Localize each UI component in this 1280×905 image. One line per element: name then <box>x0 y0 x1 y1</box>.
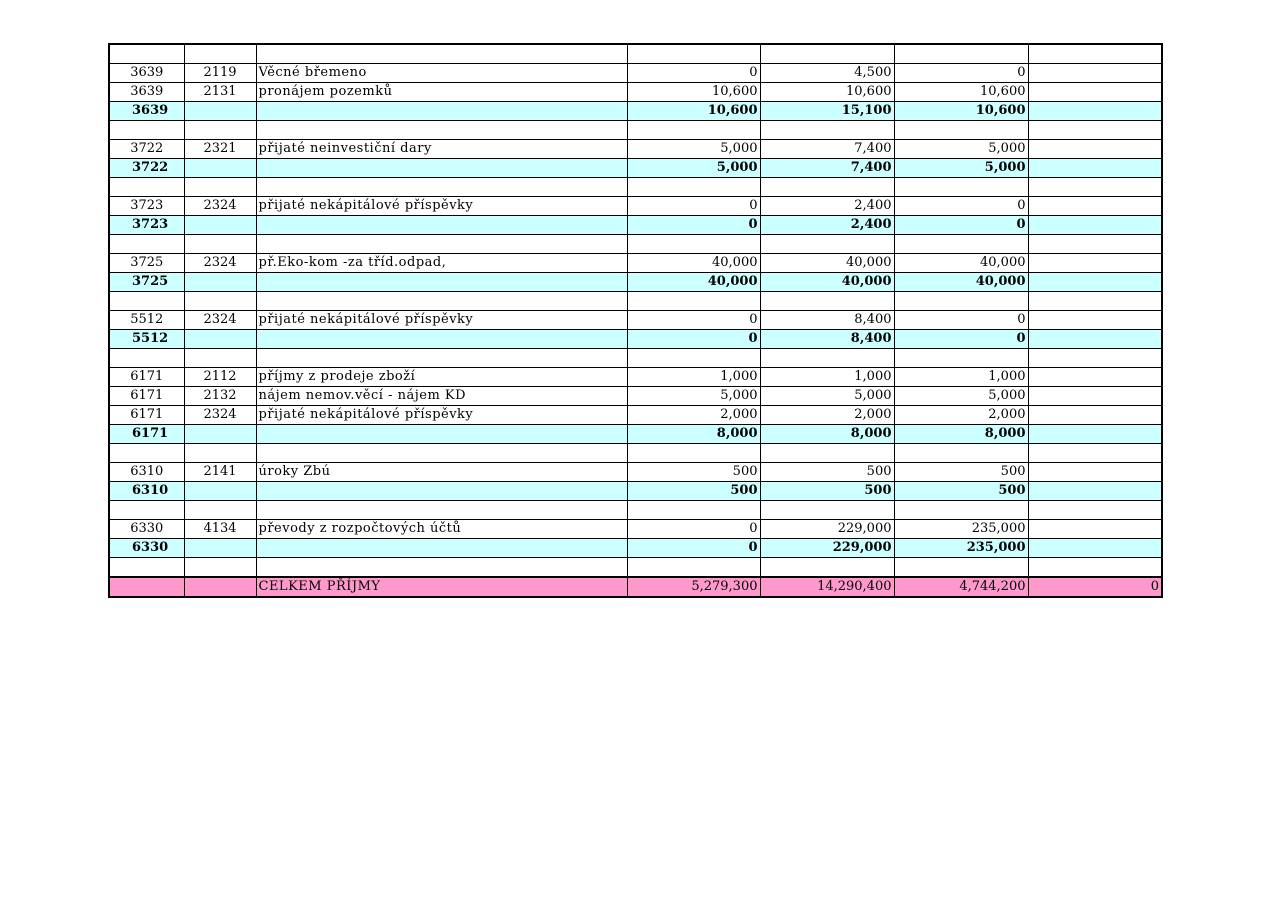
subtotal-col-1: 8,000 <box>627 425 760 444</box>
value-col-2: 8,400 <box>760 311 894 330</box>
subtotal-paragraph-code: 3725 <box>109 273 184 292</box>
spacer-row <box>109 558 1162 578</box>
paragraph-code: 3639 <box>109 83 184 102</box>
empty-cell <box>256 539 627 558</box>
empty-cell <box>894 235 1028 254</box>
empty-cell <box>627 349 760 368</box>
paragraph-code: 6330 <box>109 520 184 539</box>
subtotal-paragraph-code: 6171 <box>109 425 184 444</box>
value-col-4 <box>1028 463 1162 482</box>
subtotal-col-3: 0 <box>894 330 1028 349</box>
subtotal-paragraph-code: 3723 <box>109 216 184 235</box>
empty-cell <box>894 292 1028 311</box>
subtotal-col-2: 500 <box>760 482 894 501</box>
subtotal-col-3: 40,000 <box>894 273 1028 292</box>
value-col-2: 229,000 <box>760 520 894 539</box>
spacer-row <box>109 292 1162 311</box>
empty-cell <box>760 558 894 578</box>
empty-cell <box>184 425 256 444</box>
empty-cell <box>1028 330 1162 349</box>
item-description: nájem nemov.věcí - nájem KD <box>256 387 627 406</box>
empty-cell <box>256 501 627 520</box>
empty-cell <box>256 273 627 292</box>
item-description: pronájem pozemků <box>256 83 627 102</box>
item-description: přijaté neinvestiční dary <box>256 140 627 159</box>
empty-cell <box>1028 292 1162 311</box>
value-col-4 <box>1028 140 1162 159</box>
empty-cell <box>627 501 760 520</box>
empty-cell <box>109 349 184 368</box>
empty-cell <box>256 330 627 349</box>
empty-cell <box>1028 102 1162 121</box>
empty-cell <box>894 349 1028 368</box>
item-code: 2324 <box>184 311 256 330</box>
empty-cell <box>256 178 627 197</box>
empty-cell <box>184 102 256 121</box>
empty-cell <box>1028 159 1162 178</box>
empty-cell <box>256 558 627 578</box>
paragraph-code: 5512 <box>109 311 184 330</box>
subtotal-col-1: 10,600 <box>627 102 760 121</box>
empty-cell <box>109 501 184 520</box>
item-code: 2131 <box>184 83 256 102</box>
empty-cell <box>627 121 760 140</box>
empty-cell <box>184 44 256 64</box>
empty-cell <box>1028 482 1162 501</box>
value-col-2: 2,400 <box>760 197 894 216</box>
subtotal-row <box>109 159 1162 178</box>
value-col-3: 1,000 <box>894 368 1028 387</box>
value-col-3: 2,000 <box>894 406 1028 425</box>
empty-cell <box>1028 425 1162 444</box>
empty-cell <box>184 216 256 235</box>
subtotal-col-1: 0 <box>627 539 760 558</box>
empty-cell <box>184 121 256 140</box>
value-col-4 <box>1028 311 1162 330</box>
value-col-3: 0 <box>894 64 1028 83</box>
empty-cell <box>256 216 627 235</box>
value-col-3: 5,000 <box>894 140 1028 159</box>
value-col-1: 2,000 <box>627 406 760 425</box>
empty-cell <box>1028 216 1162 235</box>
item-code: 2141 <box>184 463 256 482</box>
subtotal-col-2: 2,400 <box>760 216 894 235</box>
subtotal-row <box>109 539 1162 558</box>
paragraph-code: 6171 <box>109 406 184 425</box>
empty-cell <box>184 159 256 178</box>
empty-cell <box>760 444 894 463</box>
empty-cell <box>760 349 894 368</box>
subtotal-col-1: 5,000 <box>627 159 760 178</box>
value-col-2: 500 <box>760 463 894 482</box>
empty-cell <box>256 44 627 64</box>
paragraph-code: 6171 <box>109 387 184 406</box>
value-col-4 <box>1028 83 1162 102</box>
empty-cell <box>184 444 256 463</box>
value-col-3: 40,000 <box>894 254 1028 273</box>
subtotal-paragraph-code: 5512 <box>109 330 184 349</box>
empty-cell <box>184 558 256 578</box>
item-description: Věcné břemeno <box>256 64 627 83</box>
value-col-1: 5,000 <box>627 140 760 159</box>
empty-cell <box>1028 539 1162 558</box>
subtotal-row <box>109 482 1162 501</box>
subtotal-row <box>109 273 1162 292</box>
empty-cell <box>256 444 627 463</box>
empty-cell <box>109 44 184 64</box>
empty-cell <box>109 292 184 311</box>
spacer-row <box>109 44 1162 64</box>
value-col-3: 0 <box>894 197 1028 216</box>
spacer-row <box>109 121 1162 140</box>
subtotal-col-2: 8,000 <box>760 425 894 444</box>
empty-cell <box>109 121 184 140</box>
grand-total-label: CELKEM PŘÍJMY <box>256 577 627 597</box>
spacer-row <box>109 178 1162 197</box>
item-code: 2119 <box>184 64 256 83</box>
table-row <box>109 311 1162 330</box>
subtotal-row <box>109 330 1162 349</box>
empty-cell <box>894 121 1028 140</box>
grand-total-row <box>109 577 1162 597</box>
paragraph-code: 6310 <box>109 463 184 482</box>
empty-cell <box>760 178 894 197</box>
empty-cell <box>256 121 627 140</box>
item-description: přijaté nekápitálové příspěvky <box>256 311 627 330</box>
paragraph-code: 3725 <box>109 254 184 273</box>
subtotal-col-1: 40,000 <box>627 273 760 292</box>
empty-cell <box>256 482 627 501</box>
empty-cell <box>1028 121 1162 140</box>
item-code: 2324 <box>184 406 256 425</box>
empty-cell <box>627 44 760 64</box>
subtotal-col-2: 40,000 <box>760 273 894 292</box>
empty-cell <box>627 178 760 197</box>
empty-cell <box>894 44 1028 64</box>
grand-total-col-1: 5,279,300 <box>627 577 760 597</box>
empty-cell <box>894 444 1028 463</box>
subtotal-col-3: 8,000 <box>894 425 1028 444</box>
empty-cell <box>184 273 256 292</box>
empty-cell <box>184 235 256 254</box>
empty-cell <box>109 178 184 197</box>
empty-cell <box>1028 501 1162 520</box>
subtotal-col-2: 15,100 <box>760 102 894 121</box>
empty-cell <box>184 482 256 501</box>
table-row <box>109 387 1162 406</box>
empty-cell <box>256 292 627 311</box>
spacer-row <box>109 349 1162 368</box>
empty-cell <box>256 425 627 444</box>
grand-total-col-2: 14,290,400 <box>760 577 894 597</box>
empty-cell <box>760 292 894 311</box>
empty-cell <box>1028 178 1162 197</box>
value-col-1: 0 <box>627 520 760 539</box>
table-row <box>109 520 1162 539</box>
item-description: převody z rozpočtových účtů <box>256 520 627 539</box>
table-row <box>109 406 1162 425</box>
paragraph-code: 3722 <box>109 140 184 159</box>
grand-total-col-3: 4,744,200 <box>894 577 1028 597</box>
empty-cell <box>109 444 184 463</box>
empty-cell <box>256 159 627 178</box>
value-col-1: 0 <box>627 197 760 216</box>
table-row <box>109 64 1162 83</box>
empty-cell <box>894 501 1028 520</box>
subtotal-col-2: 229,000 <box>760 539 894 558</box>
value-col-4 <box>1028 197 1162 216</box>
empty-cell <box>109 235 184 254</box>
item-code: 2112 <box>184 368 256 387</box>
empty-cell <box>184 349 256 368</box>
empty-cell <box>627 444 760 463</box>
empty-cell <box>256 349 627 368</box>
item-description: úroky Zbú <box>256 463 627 482</box>
table-row <box>109 463 1162 482</box>
spacer-row <box>109 501 1162 520</box>
value-col-2: 7,400 <box>760 140 894 159</box>
subtotal-col-3: 5,000 <box>894 159 1028 178</box>
item-description: př.Eko-kom -za tříd.odpad, <box>256 254 627 273</box>
subtotal-col-3: 10,600 <box>894 102 1028 121</box>
value-col-1: 1,000 <box>627 368 760 387</box>
value-col-3: 10,600 <box>894 83 1028 102</box>
table-body <box>109 44 1162 597</box>
value-col-3: 500 <box>894 463 1028 482</box>
subtotal-paragraph-code: 3639 <box>109 102 184 121</box>
empty-cell <box>256 102 627 121</box>
item-code: 2132 <box>184 387 256 406</box>
value-col-2: 5,000 <box>760 387 894 406</box>
spacer-row <box>109 444 1162 463</box>
value-col-2: 2,000 <box>760 406 894 425</box>
value-col-1: 5,000 <box>627 387 760 406</box>
empty-cell <box>184 330 256 349</box>
value-col-1: 0 <box>627 311 760 330</box>
value-col-1: 10,600 <box>627 83 760 102</box>
spacer-row <box>109 235 1162 254</box>
budget-revenue-table <box>108 43 1163 598</box>
table-row <box>109 368 1162 387</box>
subtotal-col-3: 500 <box>894 482 1028 501</box>
grand-total-col-4: 0 <box>1028 577 1162 597</box>
value-col-2: 1,000 <box>760 368 894 387</box>
item-code: 2321 <box>184 140 256 159</box>
empty-cell <box>1028 558 1162 578</box>
empty-cell <box>109 577 184 597</box>
item-description: příjmy z prodeje zboží <box>256 368 627 387</box>
value-col-4 <box>1028 64 1162 83</box>
table-row <box>109 197 1162 216</box>
value-col-4 <box>1028 254 1162 273</box>
subtotal-row <box>109 102 1162 121</box>
value-col-2: 4,500 <box>760 64 894 83</box>
value-col-3: 0 <box>894 311 1028 330</box>
empty-cell <box>894 558 1028 578</box>
empty-cell <box>1028 349 1162 368</box>
item-code: 2324 <box>184 197 256 216</box>
empty-cell <box>184 178 256 197</box>
subtotal-col-3: 235,000 <box>894 539 1028 558</box>
subtotal-col-1: 0 <box>627 216 760 235</box>
value-col-4 <box>1028 520 1162 539</box>
subtotal-paragraph-code: 3722 <box>109 159 184 178</box>
empty-cell <box>1028 273 1162 292</box>
table-row <box>109 254 1162 273</box>
empty-cell <box>184 501 256 520</box>
subtotal-col-2: 8,400 <box>760 330 894 349</box>
empty-cell <box>760 501 894 520</box>
empty-cell <box>1028 235 1162 254</box>
empty-cell <box>760 44 894 64</box>
empty-cell <box>627 558 760 578</box>
value-col-1: 40,000 <box>627 254 760 273</box>
subtotal-col-2: 7,400 <box>760 159 894 178</box>
empty-cell <box>184 292 256 311</box>
table-row <box>109 140 1162 159</box>
value-col-3: 5,000 <box>894 387 1028 406</box>
value-col-1: 500 <box>627 463 760 482</box>
value-col-4 <box>1028 406 1162 425</box>
subtotal-col-1: 0 <box>627 330 760 349</box>
empty-cell <box>109 558 184 578</box>
subtotal-row <box>109 425 1162 444</box>
value-col-2: 10,600 <box>760 83 894 102</box>
empty-cell <box>760 121 894 140</box>
value-col-4 <box>1028 387 1162 406</box>
empty-cell <box>894 178 1028 197</box>
value-col-1: 0 <box>627 64 760 83</box>
paragraph-code: 3723 <box>109 197 184 216</box>
empty-cell <box>627 292 760 311</box>
item-code: 2324 <box>184 254 256 273</box>
empty-cell <box>627 235 760 254</box>
subtotal-paragraph-code: 6330 <box>109 539 184 558</box>
subtotal-row <box>109 216 1162 235</box>
subtotal-col-3: 0 <box>894 216 1028 235</box>
empty-cell <box>184 577 256 597</box>
item-code: 4134 <box>184 520 256 539</box>
empty-cell <box>1028 444 1162 463</box>
item-description: přijaté nekápitálové příspěvky <box>256 197 627 216</box>
subtotal-paragraph-code: 6310 <box>109 482 184 501</box>
value-col-3: 235,000 <box>894 520 1028 539</box>
paragraph-code: 6171 <box>109 368 184 387</box>
subtotal-col-1: 500 <box>627 482 760 501</box>
empty-cell <box>256 235 627 254</box>
value-col-4 <box>1028 368 1162 387</box>
paragraph-code: 3639 <box>109 64 184 83</box>
empty-cell <box>1028 44 1162 64</box>
table-row <box>109 83 1162 102</box>
item-description: přijaté nekápitálové příspěvky <box>256 406 627 425</box>
value-col-2: 40,000 <box>760 254 894 273</box>
empty-cell <box>184 539 256 558</box>
empty-cell <box>760 235 894 254</box>
